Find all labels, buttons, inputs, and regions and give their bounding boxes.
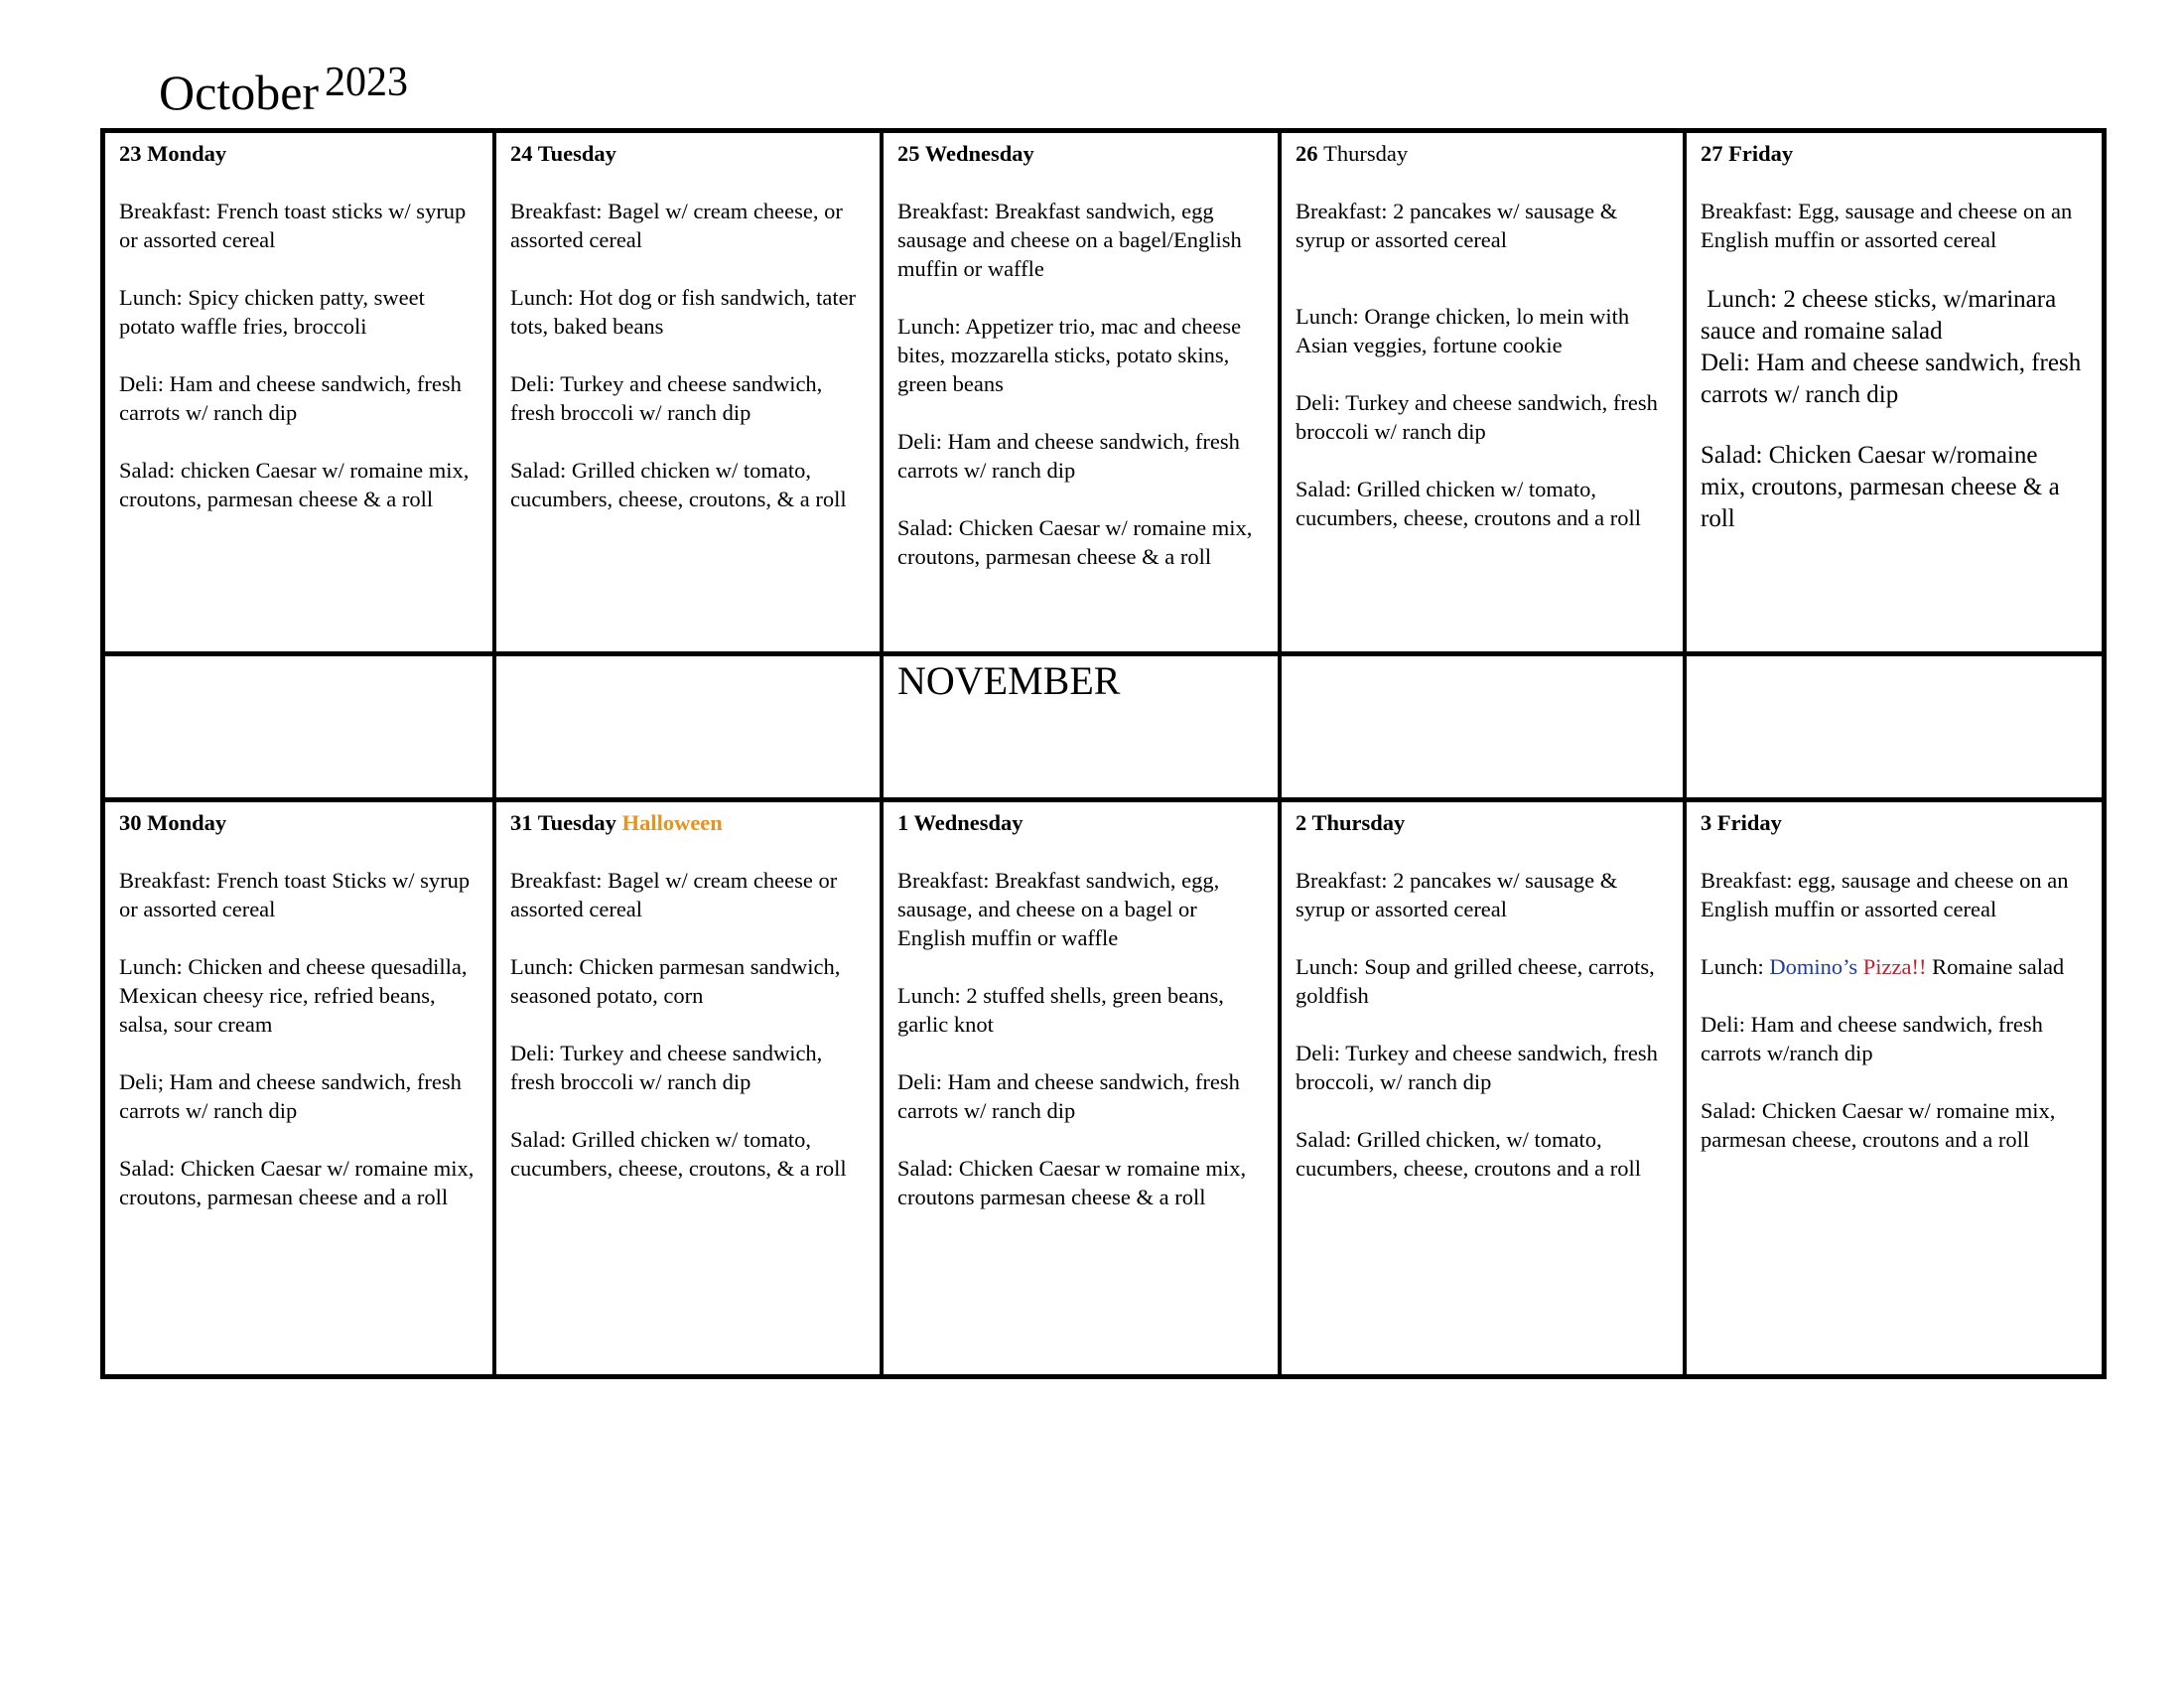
month-label: October	[159, 65, 320, 120]
lunch-item: Lunch: Domino’s Pizza!! Romaine salad	[1701, 954, 2065, 979]
november-label: NOVEMBER	[897, 658, 1121, 703]
lunch-item: Lunch: Chicken parmesan sandwich, seasoned potato, corn	[510, 954, 841, 1008]
day-cell	[884, 133, 1278, 651]
salad-item: Salad: chicken Caesar w/ romaine mix, croutons, parmesan cheese & a roll	[119, 458, 470, 511]
day-cell	[884, 802, 1278, 1374]
salad-item: Salad: Grilled chicken w/ tomato, cucumbers, cheese, croutons, & a roll	[510, 1127, 847, 1181]
breakfast-item: Breakfast: 2 pancakes w/ sausage & syrup or assorted cereal	[1296, 199, 1618, 252]
deli-item: Deli: Ham and cheese sandwich, fresh carrots w/ ranch dip	[119, 371, 462, 425]
breakfast-item: Breakfast: Egg, sausage and cheese on an English muffin or assorted cereal	[1701, 199, 2073, 252]
deli-item: Deli: Turkey and cheese sandwich, fresh broccoli, w/ ranch dip	[1296, 1041, 1658, 1094]
day-header: 31 Tuesday Halloween	[510, 810, 723, 835]
dominos-brand: Domino’s	[1769, 954, 1863, 979]
day-cell	[1282, 802, 1683, 1374]
deli-item: Deli: Turkey and cheese sandwich, fresh broccoli w/ ranch dip	[510, 1041, 823, 1094]
day-cell	[105, 802, 492, 1374]
deli-item: Deli: Turkey and cheese sandwich, fresh broccoli w/ ranch dip	[1296, 390, 1658, 444]
lunch-item: Lunch: Chicken and cheese quesadilla, Mexican cheesy rice, refried beans, salsa, sour cream	[119, 954, 468, 1037]
day-header: 26 Thursday	[1296, 141, 1409, 166]
salad-item: Salad: Grilled chicken, w/ tomato, cucumbers, cheese, croutons and a roll	[1296, 1127, 1641, 1181]
pizza-brand: Pizza!!	[1862, 954, 1927, 979]
breakfast-item: Breakfast: 2 pancakes w/ sausage & syrup or assorted cereal	[1296, 868, 1618, 921]
day-header: 24 Tuesday	[510, 141, 616, 166]
day-cell	[1282, 133, 1683, 651]
salad-item: Salad: Chicken Caesar w/romaine mix, croutons, parmesan cheese & a roll	[1701, 442, 2060, 532]
day-header: 3 Friday	[1701, 810, 1782, 835]
day-cell	[1687, 802, 2102, 1374]
deli-item: Deli: Ham and cheese sandwich, fresh carrots w/ ranch dip	[897, 1069, 1240, 1123]
lunch-item: Lunch: Appetizer trio, mac and cheese bites, mozzarella sticks, potato skins, green beans	[897, 314, 1242, 396]
lunch-item: Lunch: Orange chicken, lo mein with Asian veggies, fortune cookie	[1296, 304, 1630, 357]
lunch-item: Lunch: Spicy chicken patty, sweet potato waffle fries, broccoli	[119, 285, 425, 339]
salad-item: Salad: Grilled chicken w/ tomato, cucumbers, cheese, croutons, & a roll	[510, 458, 847, 511]
calendar-title	[159, 60, 409, 121]
deli-item: Deli: Turkey and cheese sandwich, fresh broccoli w/ ranch dip	[510, 371, 823, 425]
day-cell	[496, 133, 880, 651]
halloween-note: Halloween	[621, 810, 723, 835]
deli-item: Deli; Ham and cheese sandwich, fresh carrots w/ ranch dip	[119, 1069, 462, 1123]
breakfast-item: Breakfast: Breakfast sandwich, egg sausage and cheese on a bagel/English muffin or waffle	[897, 199, 1242, 281]
day-header: 1 Wednesday	[897, 810, 1024, 835]
breakfast-item: Breakfast: French toast sticks w/ syrup or assorted cereal	[119, 199, 467, 252]
salad-item: Salad: Chicken Caesar w/ romaine mix, croutons, parmesan cheese & a roll	[897, 515, 1253, 569]
lunch-item: Lunch: Hot dog or fish sandwich, tater tots, baked beans	[510, 285, 857, 339]
breakfast-item: Breakfast: Bagel w/ cream cheese, or assorted cereal	[510, 199, 843, 252]
breakfast-item: Breakfast: Breakfast sandwich, egg, sausage, and cheese on a bagel or English muffin or waffle	[897, 868, 1220, 950]
deli-item: Deli: Ham and cheese sandwich, fresh carrots w/ ranch dip	[1701, 350, 2082, 408]
grid-line	[105, 651, 2102, 656]
breakfast-item: Breakfast: Bagel w/ cream cheese or assorted cereal	[510, 868, 838, 921]
day-header: 2 Thursday	[1296, 810, 1406, 835]
breakfast-item: Breakfast: egg, sausage and cheese on an English muffin or assorted cereal	[1701, 868, 2069, 921]
deli-item: Deli: Ham and cheese sandwich, fresh carrots w/ ranch dip	[897, 429, 1240, 483]
day-cell	[496, 802, 880, 1374]
day-cell	[105, 133, 492, 651]
salad-item: Salad: Chicken Caesar w/ romaine mix, parmesan cheese, croutons and a roll	[1701, 1098, 2056, 1152]
day-cell	[1687, 133, 2102, 651]
day-header: 27 Friday	[1701, 141, 1794, 166]
lunch-item: Lunch: 2 stuffed shells, green beans, garlic knot	[897, 983, 1224, 1037]
salad-item: Salad: Grilled chicken w/ tomato, cucumbers, cheese, croutons and a roll	[1296, 477, 1641, 530]
salad-item: Salad: Chicken Caesar w romaine mix, croutons parmesan cheese & a roll	[897, 1156, 1247, 1209]
day-header: 30 Monday	[119, 810, 227, 835]
menu-calendar-grid	[100, 128, 2107, 1379]
day-header: 23 Monday	[119, 141, 227, 166]
salad-item: Salad: Chicken Caesar w/ romaine mix, croutons, parmesan cheese and a roll	[119, 1156, 475, 1209]
year-label: 2023	[325, 60, 409, 105]
deli-item: Deli: Ham and cheese sandwich, fresh carrots w/ranch dip	[1701, 1012, 2043, 1065]
day-header: 25 Wednesday	[897, 141, 1034, 166]
breakfast-item: Breakfast: French toast Sticks w/ syrup or assorted cereal	[119, 868, 471, 921]
lunch-item: Lunch: 2 cheese sticks, w/marinara sauce and romaine salad	[1701, 286, 2063, 345]
lunch-item: Lunch: Soup and grilled cheese, carrots, goldfish	[1296, 954, 1655, 1008]
